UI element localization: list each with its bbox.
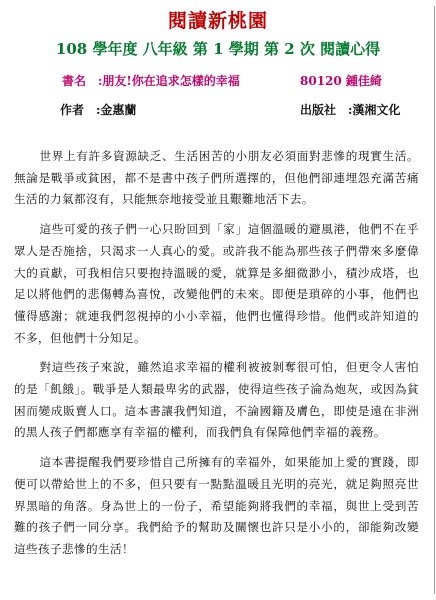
book-label: 書名 xyxy=(62,74,87,88)
page-border xyxy=(434,6,435,594)
book-title: :朋友!你在追求怎樣的幸福 xyxy=(98,74,240,88)
paragraph-2: 這些可愛的孩子們一心只盼回到「家」這個溫暖的避風港，他們不在乎眾人是否施捨，只渴求一人真心的愛。或許我不能為那些孩子們帶來多麼偉大的貢獻，可我相信只要抱持溫暖的愛，就算是多細微渺小，積沙成塔，也足以將他們的悲傷轉為喜悅，改變他們的未來。即便是瑣碎的小事，他們也懂得感謝；就連我們忽視掉的小小幸福，他們也懂得珍惜。他們或許知道的不多，但他們十分知足。 xyxy=(14,222,419,345)
author-name: :金惠蘭 xyxy=(96,103,137,117)
paragraph-1: 世界上有許多資源缺乏、生活困苦的小朋友必須面對悲慘的現實生活。無論是戰爭或貧困，都不是書中孩子們所選擇的，但他們卻連埋怨充滿苦痛生活的力氣都沒有，只能無奈地接受並且艱難地活下去。 xyxy=(14,149,419,207)
student-id: 80120 鍾佳綺 xyxy=(300,74,382,88)
page-subtitle: 108 學年度 八年級 第 1 學期 第 2 次 閱讀心得 xyxy=(55,40,381,58)
publisher-label: 出版社 xyxy=(300,103,337,117)
publisher-name: :漢湘文化 xyxy=(348,103,401,117)
paragraph-4: 這本書提醒我們要珍惜自己所擁有的幸福外，如果能加上愛的實踐，即便可以帶給世上的不多，但只要有一點點溫暖且光明的亮光，就足夠照亮世界黑暗的角落。身為世上的一份子，希望能夠將我們的幸福，與世上受到苦難的孩子們一同分享。我們給予的幫助及關懷也許只是小小的，卻能夠改變這些孩子悲慘的生活！ xyxy=(14,455,419,556)
essay-body xyxy=(14,146,419,561)
page-title: 閱讀新桃園 xyxy=(167,10,268,32)
author-label: 作者 xyxy=(60,103,85,117)
paragraph-3: 對這些孩子來說，雖然追求幸福的權利被被剝奪很可怕，但更令人害怕的是「飢餓」。戰爭是人類最卑劣的武器，使得這些孩子淪為炮灰，或因為貧困而變成販賣人口。這本書讓我們知道，不論國籍及膚色，即使是遠在非洲的黑人孩子們都應享有幸福的權利，而我們負有保障他們幸福的義務。 xyxy=(14,360,419,440)
